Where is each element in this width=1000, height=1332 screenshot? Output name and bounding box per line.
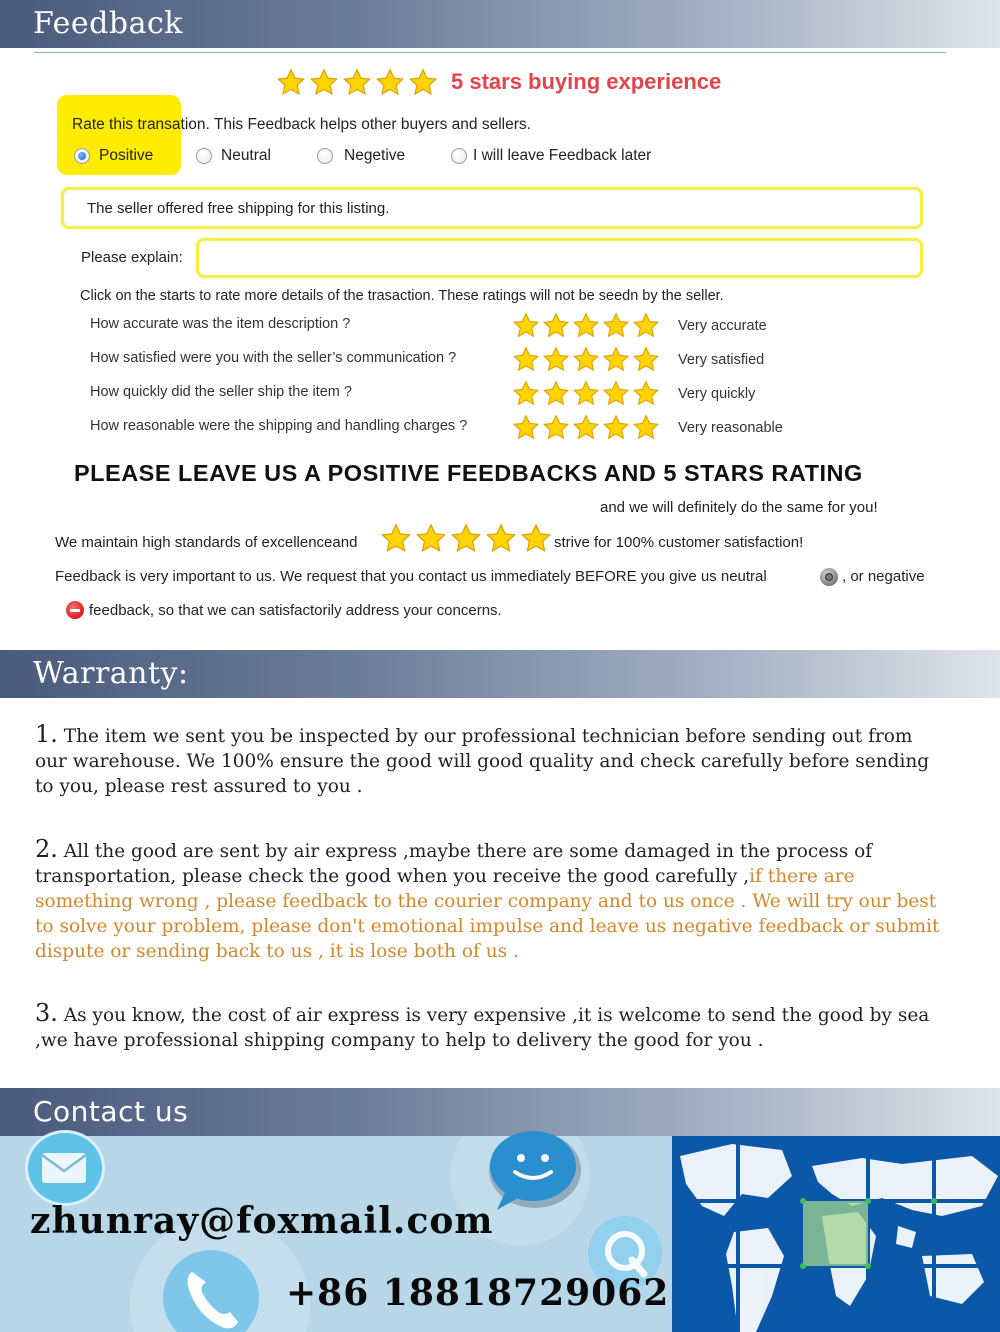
positive-feedback-title: PLEASE LEAVE US A POSITIVE FEEDBACKS AND 5 STARS RATING (74, 460, 863, 486)
chat-icon[interactable] (485, 1128, 583, 1214)
headline-text: 5 stars buying experience (451, 69, 722, 94)
star-icon[interactable] (572, 346, 600, 373)
star-icon[interactable] (572, 312, 600, 339)
warranty-text: All the good are sent by air express ,maybe there are some damaged in the process of transportation, please check the good when you receive the good carefully , (35, 841, 873, 887)
star-icon (408, 68, 438, 97)
star-icon (415, 523, 447, 554)
feedback-title: Feedback (33, 6, 183, 41)
phone-glyph (162, 1246, 260, 1332)
important-text-negative: , or negative (842, 568, 925, 585)
warranty-text: As you know, the cost of air express is very expensive ,it is welcome to send the good by sea ,we have professional shipping company to help to delivery the good for you . (35, 1005, 930, 1051)
rating-answer: Very quickly (678, 386, 756, 402)
rating-answer: Very reasonable (678, 420, 783, 436)
star-icon[interactable] (632, 312, 660, 339)
warranty-item (35, 722, 950, 799)
warranty-item (35, 837, 950, 964)
warranty-title: Warranty: (33, 656, 189, 691)
feedback-header (0, 0, 1000, 48)
warranty-header (0, 650, 1000, 698)
star-icon[interactable] (542, 380, 570, 407)
star-icon (450, 523, 482, 554)
rating-question: How reasonable were the shipping and handling charges ? (90, 418, 468, 434)
star-icon[interactable] (512, 380, 540, 407)
star-icon[interactable] (632, 380, 660, 407)
radio-later[interactable] (451, 148, 467, 164)
star-icon (375, 68, 405, 97)
rating-question: How accurate was the item description ? (90, 316, 351, 332)
phone-icon[interactable] (162, 1246, 260, 1332)
neutral-feedback-icon (820, 568, 838, 586)
star-icon[interactable] (542, 414, 570, 441)
warranty-text: The item we sent you be inspected by our professional technician before sending out from our warehouse. We 100% ensure the good will good quality and check carefully before sending to you, please rest assured to you . (35, 726, 930, 797)
envelope-glyph (28, 1133, 102, 1203)
contact-phone[interactable]: +86 18818729062 (286, 1272, 670, 1314)
explain-label: Please explain: (81, 249, 183, 266)
star-icon[interactable] (512, 346, 540, 373)
world-map-graphic (672, 1136, 1000, 1332)
mail-icon[interactable] (25, 1130, 105, 1206)
warranty-number: 1. (35, 720, 58, 748)
star-icon[interactable] (572, 380, 600, 407)
contact-title: Contact us (33, 1095, 189, 1128)
rating-answer: Very satisfied (678, 352, 765, 368)
divider (34, 52, 946, 53)
negative-feedback-icon (66, 601, 84, 619)
star-icon (276, 68, 306, 97)
star-icon[interactable] (632, 346, 660, 373)
rate-prompt: Rate this transation. This Feedback helps other buyers and sellers. (72, 116, 531, 133)
important-text: Feedback is very important to us. We request that you contact us immediately BEFORE you give us neutral (55, 568, 767, 585)
star-icon[interactable] (542, 312, 570, 339)
star-icon[interactable] (512, 414, 540, 441)
rating-stars[interactable] (512, 312, 662, 339)
radio-neutral[interactable] (196, 148, 212, 164)
star-icon (520, 523, 552, 554)
star-icon[interactable] (542, 346, 570, 373)
warranty-item (35, 1001, 950, 1053)
shipping-note: The seller offered free shipping for this listing. (87, 200, 390, 217)
details-intro: Click on the starts to rate more details of the trasaction. These ratings will not be seedn by the seller. (80, 288, 724, 304)
star-icon[interactable] (512, 312, 540, 339)
option-neutral-label: Neutral (221, 147, 271, 164)
radio-negative[interactable] (317, 148, 333, 164)
rating-stars[interactable] (512, 414, 662, 441)
rating-question: How quickly did the seller ship the item ? (90, 384, 352, 400)
option-later-label: I will leave Feedback later (473, 147, 652, 164)
contact-email[interactable]: zhunray@foxmail.com (30, 1200, 494, 1242)
star-icon[interactable] (602, 380, 630, 407)
world-map (672, 1136, 1000, 1332)
warranty-number: 3. (35, 999, 58, 1027)
reciprocate-line: and we will definitely do the same for you! (600, 499, 878, 516)
star-icon (380, 523, 412, 554)
star-icon[interactable] (602, 414, 630, 441)
radio-positive[interactable] (74, 148, 90, 164)
star-icon (485, 523, 517, 554)
star-icon[interactable] (632, 414, 660, 441)
stars-headline (276, 64, 721, 100)
concerns-text: feedback, so that we can satisfactorily address your concerns. (89, 602, 502, 619)
option-negative-label: Negetive (344, 147, 406, 164)
rating-stars[interactable] (512, 346, 662, 373)
star-icon[interactable] (572, 414, 600, 441)
warranty-number: 2. (35, 835, 58, 863)
star-icon (342, 68, 372, 97)
rating-question: How satisfied were you with the seller’s communication ? (90, 350, 457, 366)
standards-stars (380, 523, 555, 554)
rating-answer: Very accurate (678, 318, 767, 334)
star-icon (309, 68, 339, 97)
standards-text: We maintain high standards of excellenceand (55, 534, 358, 551)
satisfaction-text: strive for 100% customer satisfaction! (554, 534, 804, 551)
rating-stars[interactable] (512, 380, 662, 407)
star-icon[interactable] (602, 312, 630, 339)
option-positive-label: Positive (99, 147, 154, 164)
star-icon[interactable] (602, 346, 630, 373)
chat-glyph (485, 1128, 583, 1214)
warranty-highlight: if there are something wrong , please feedback to the courier company and to us once . We will try our best to solve your problem, please don't emotional impulse and leave us negative feedback or submit dispute or sending back to us , it is lose both of us . (35, 866, 940, 962)
explain-input[interactable] (196, 238, 923, 278)
